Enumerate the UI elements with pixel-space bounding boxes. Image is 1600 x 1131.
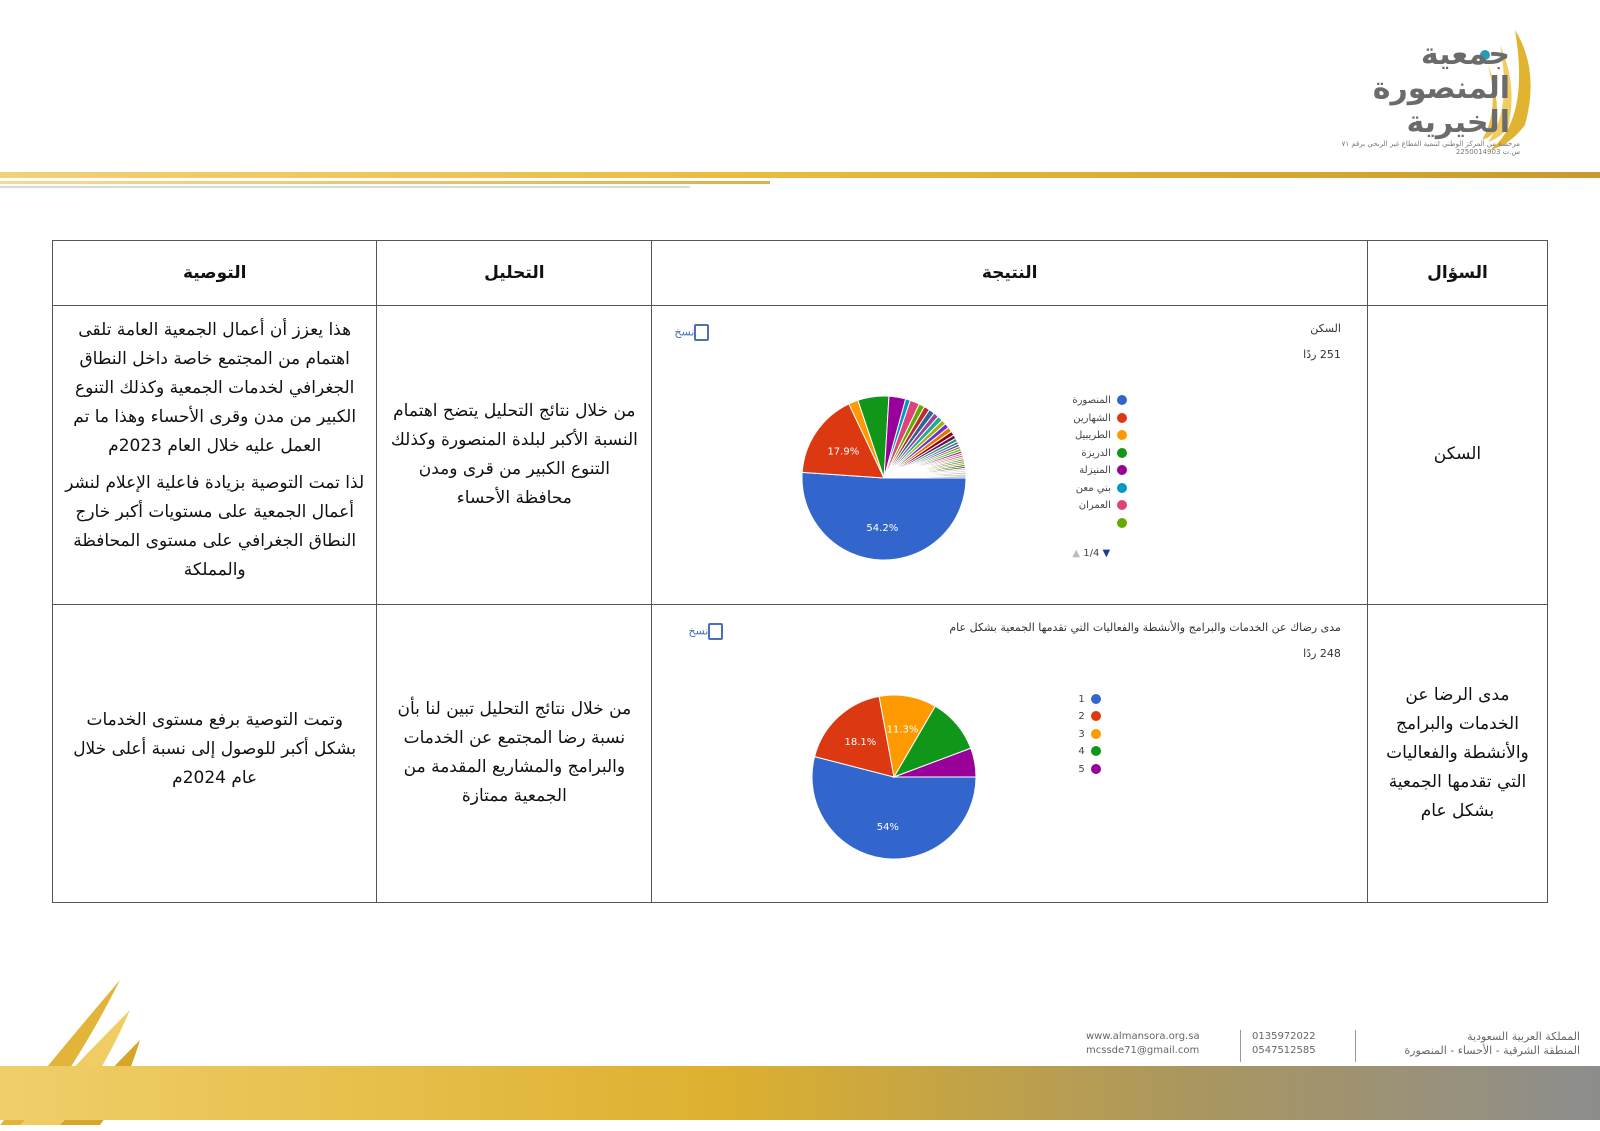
header-question: السؤال [1367,241,1547,306]
legend-item [1072,480,1127,498]
legend-swatch [1117,518,1127,528]
response-count: 251 ردًا [1303,348,1341,362]
legend-label: 3 [1078,728,1085,740]
chart-legend [1072,392,1127,532]
recommendation-cell [53,306,377,604]
analysis-cell: من خلال نتائج التحليل تبين لنا بأن نسبة رضا المجتمع عن الخدمات والبرامج والمشاريع المقدمة من الجمعية ممتازة [377,604,652,902]
footer-divider [1240,1030,1241,1062]
recommendation-text: لذا تمت التوصية بزيادة فاعلية الإعلام لنشر أعمال الجمعية على مستويات أكبر خارج النطاق الجغرافي على مستوى المحافظة والمملكة [65,473,365,581]
copy-button[interactable]: نسخ [674,324,713,341]
legend-swatch [1091,746,1101,756]
legend-swatch [1117,430,1127,440]
page-header [0,0,1600,200]
header-gray-line [0,186,690,188]
result-cell [652,604,1368,902]
legend-label: 4 [1078,746,1085,758]
legend-swatch [1117,465,1127,475]
chart-legend [1078,691,1100,779]
table-header-row [53,241,1548,306]
legend-pager[interactable] [1072,548,1110,559]
chart-title: السكن [1310,322,1341,336]
slice-label: 54% [877,821,900,833]
pager-next-icon[interactable]: ▼ [1102,548,1111,560]
legend-item [1078,761,1100,779]
question-cell: السكن [1367,306,1547,604]
website-link[interactable]: www.almansora.org.sa [1086,1031,1200,1042]
phone-number: 0135972022 [1252,1031,1316,1042]
response-count: 248 ردًا [1303,646,1341,660]
slice-label: 54.2% [866,523,899,535]
phone-number: 0547512585 [1252,1045,1316,1056]
legend-item [1072,410,1127,428]
legend-item [1072,392,1127,410]
legend-item [1072,445,1127,463]
legend-item [1072,462,1127,480]
pie-chart-residence [794,388,974,568]
legend-swatch [1091,729,1101,739]
legend-label: المنيزلة [1079,465,1111,477]
legend-label: بني معن [1075,482,1111,494]
recommendation-text: وتمت التوصية برفع مستوى الخدمات بشكل أكبر للوصول إلى نسبة أعلى خلال عام 2024م [73,709,357,788]
legend-label: الشهارين [1073,412,1111,424]
slice-label: 18.1% [844,736,877,748]
legend-item [1072,515,1127,533]
contact-phones [1252,1030,1316,1058]
legend-swatch [1091,764,1101,774]
legend-swatch [1091,694,1101,704]
legend-label: العمران [1078,500,1111,512]
legend-swatch [1117,413,1127,423]
copy-icon [694,324,709,341]
legend-item [1078,708,1100,726]
footer-divider [1355,1030,1356,1062]
email-link[interactable]: mcssde71@gmail.com [1086,1045,1200,1056]
footer-gold-bar [0,1066,1600,1120]
form-chart-card [664,308,1353,594]
legend-label: 2 [1078,711,1085,723]
legend-item [1078,726,1100,744]
chart-title: مدى رضاك عن الخدمات والبرامج والأنشطة والفعاليات التي تقدمها الجمعية بشكل عام [949,620,1341,634]
legend-label: المنصورة [1072,395,1111,407]
header-analysis: التحليل [377,241,652,306]
table-row [53,306,1548,604]
pager-label: 1/4 [1083,548,1100,560]
contact-address: المملكة العربية السعودية المنطقة الشرقية - الأحساء - المنصورة [1404,1030,1580,1057]
legend-swatch [1117,395,1127,405]
survey-results-table [52,240,1548,903]
pager-prev-icon[interactable]: ▲ [1072,548,1081,560]
legend-swatch [1091,711,1101,721]
logo-wordmark: جمعية المنصورة الخيرية [1372,37,1510,140]
recommendation-text: هذا يعزز أن أعمال الجمعية العامة تلقى اهتمام من المجتمع خاصة داخل النطاق الجغرافي لخدمات الجمعية وكذلك التنوع الكبير من مدن وقرى الأحساء وهذا ما تم العمل عليه خلال العام 2023م [73,320,357,457]
legend-swatch [1117,483,1127,493]
analysis-cell: من خلال نتائج التحليل يتضح اهتمام النسبة الأكبر لبلدة المنصورة وكذلك التنوع الكبير من قرى ومدن محافظة الأحساء [377,306,652,604]
legend-swatch [1117,448,1127,458]
pie-slice [802,473,966,561]
copy-icon [708,623,723,640]
legend-label: 5 [1078,763,1085,775]
result-cell [652,306,1368,604]
header-result: النتيجة [652,241,1368,306]
table-row [53,604,1548,902]
legend-label: الطريبيل [1074,430,1111,442]
legend-item [1072,497,1127,515]
copy-button[interactable]: نسخ [688,623,727,640]
recommendation-cell [53,604,377,902]
form-chart-card [664,607,1353,893]
header-gold-line [0,181,770,184]
slice-label: 17.9% [827,446,860,458]
slice-label: 11.3% [886,724,919,736]
legend-label: الدريزة [1081,447,1111,459]
legend-label: 1 [1078,693,1085,705]
pie-chart-satisfaction [804,687,984,867]
header-recommendation: التوصية [53,241,377,306]
contact-web-email [1086,1030,1200,1058]
legend-item [1078,691,1100,709]
legend-item [1078,743,1100,761]
question-cell: مدى الرضا عن الخدمات والبرامج والأنشطة والفعاليات التي تقدمها الجمعية بشكل عام [1367,604,1547,902]
header-gold-bar [0,172,1600,178]
legend-item [1072,427,1127,445]
logo-license-text: مرخصة من المركز الوطني لتنمية القطاع غير الربحي برقم ٧١ س.ت 2250014903 [1341,140,1520,156]
legend-swatch [1117,500,1127,510]
